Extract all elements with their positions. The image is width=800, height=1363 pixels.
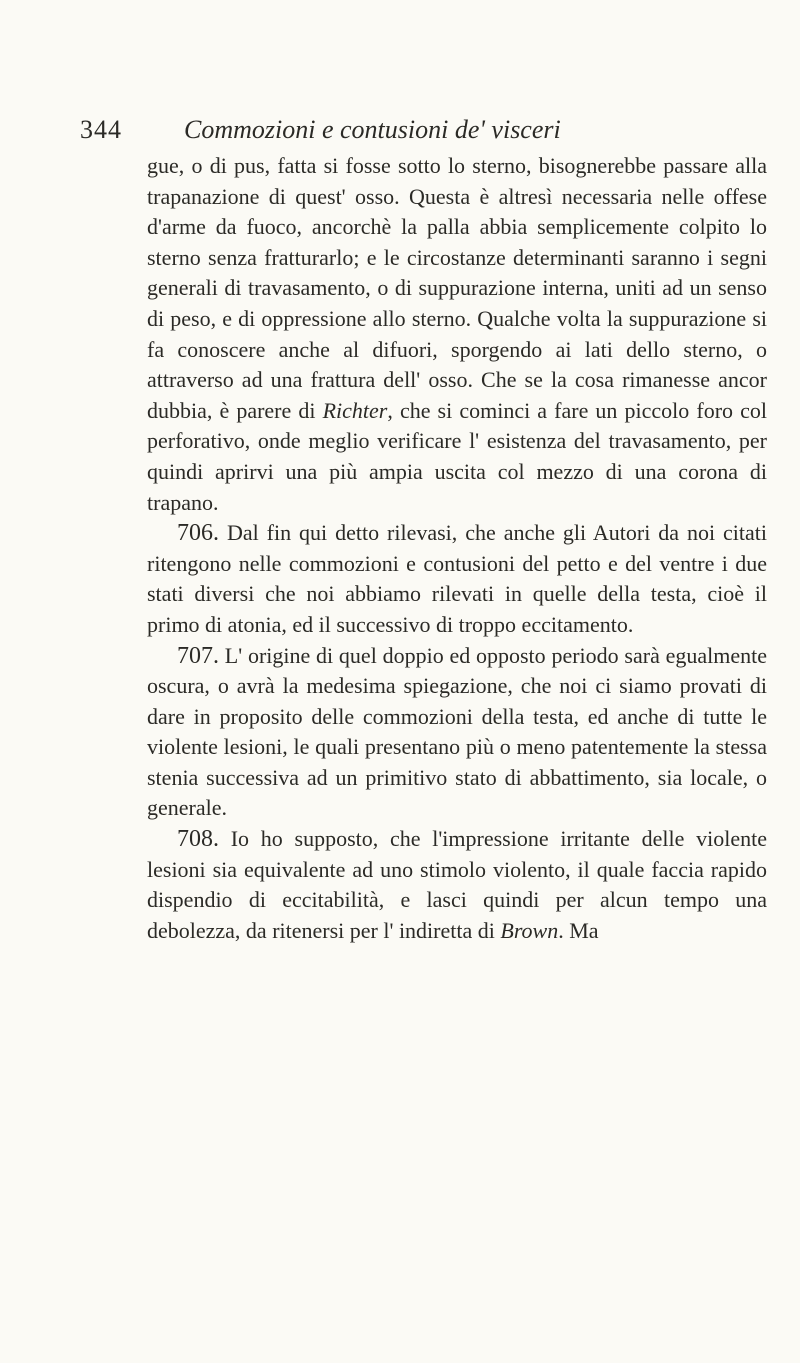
paragraph xyxy=(147,641,767,825)
paragraph-number: 707. xyxy=(177,642,219,669)
text-run: . Ma xyxy=(558,917,599,943)
body-text xyxy=(147,151,767,946)
paragraph xyxy=(147,518,767,640)
page-number: 344 xyxy=(80,115,122,144)
text-run: L' origine di quel doppio ed opposto periodo sarà egualmente oscura, o avrà la medesima spiegazione, che noi ci siamo provati di dare in proposito delle commozioni della testa, ed anche di tutte le violente lesioni, le quali presentano più o meno patentemente la stessa stenia successiva ad un primitivo stato di abbattimento, sia locale, o generale. xyxy=(147,642,768,821)
text-run: Io ho supposto, che l'impressione irritante delle violente lesioni sia equivalente ad uno stimolo violento, il quale faccia rapido dispendio di eccitabilità, e lasci quindi per alcun tempo una debolezza, da ritenersi per l' indiretta di xyxy=(147,826,768,943)
author-name: Richter xyxy=(322,397,388,423)
running-title: Commozioni e contusioni de' visceri xyxy=(184,115,561,144)
author-name: Brown xyxy=(500,917,559,943)
paragraph xyxy=(147,151,767,518)
text-run: , che si cominci a fare un piccolo foro col perforativo, onde meglio verificare l' esistenza del travasamento, per quindi aprirvi una più ampia uscita col mezzo di una corona di trapano. xyxy=(147,397,767,515)
page-header xyxy=(80,112,720,148)
paragraph-number: 706. xyxy=(177,520,219,547)
text-run: gue, o di pus, fatta si fosse sotto lo sterno, bisognerebbe passare alla trapanazione di quest' osso. Questa è altresì necessaria nelle offese d'arme da fuoco, ancorchè la palla abbia semplicemente colpito lo sterno senza fratturarlo; e le circostanze determinanti saranno i segni generali di travasamento, o di suppurazione interna, uniti ad un senso di peso, e di oppressione allo sterno. Qualche volta la suppurazione si fa conoscere anche al difuori, sporgendo ai lati dello sterno, o attraverso ad una frattura dell' osso. Che se la cosa rimanesse ancor dubbia, è parere di xyxy=(147,153,767,423)
paragraph xyxy=(147,824,767,946)
paragraph-number: 708. xyxy=(177,826,219,853)
text-run: Dal fin qui detto rilevasi, che anche gli Autori da noi citati ritengono nelle commozioni e contusioni del petto e del ventre i due stati diversi che noi abbiamo rilevati in quelle della testa, cioè il primo di atonia, ed il successivo di troppo eccitamento. xyxy=(147,520,768,637)
